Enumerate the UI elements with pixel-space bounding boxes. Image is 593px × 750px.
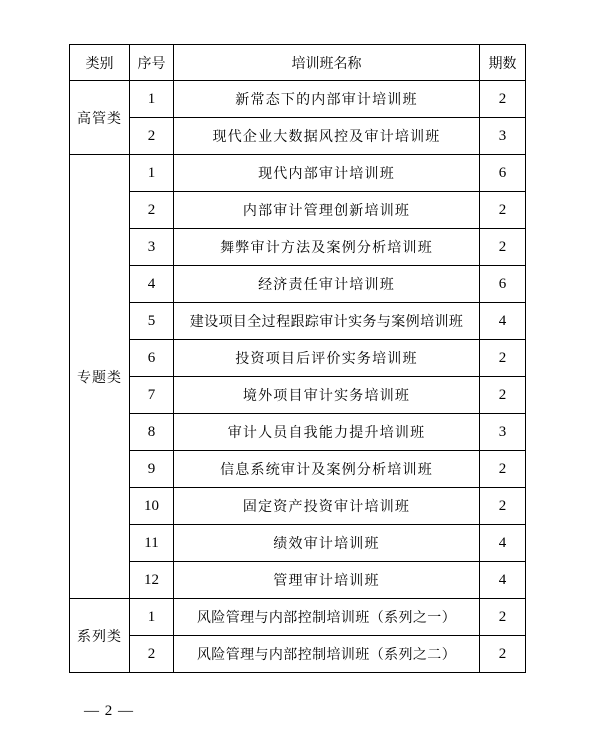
row-number: 8: [130, 414, 174, 451]
table-row: [70, 192, 526, 229]
table-row: [70, 303, 526, 340]
row-number: 2: [130, 118, 174, 155]
table-row: [70, 525, 526, 562]
course-name: 风险管理与内部控制培训班（系列之二）: [174, 636, 480, 673]
header-count: 期数: [480, 45, 526, 81]
course-name: 信息系统审计及案例分析培训班: [174, 451, 480, 488]
course-name: 现代内部审计培训班: [174, 155, 480, 192]
category-cell: 高管类: [70, 81, 130, 155]
course-name: 管理审计培训班: [174, 562, 480, 599]
table-row: [70, 266, 526, 303]
table-row: [70, 118, 526, 155]
row-number: 12: [130, 562, 174, 599]
row-number: 10: [130, 488, 174, 525]
session-count: 6: [480, 266, 526, 303]
session-count: 2: [480, 81, 526, 118]
table-row: [70, 340, 526, 377]
header-category: 类别: [70, 45, 130, 81]
row-number: 9: [130, 451, 174, 488]
course-name: 风险管理与内部控制培训班（系列之一）: [174, 599, 480, 636]
training-course-table: [69, 44, 526, 673]
course-name: 内部审计管理创新培训班: [174, 192, 480, 229]
table-row: [70, 414, 526, 451]
category-cell: 系列类: [70, 599, 130, 673]
course-name: 固定资产投资审计培训班: [174, 488, 480, 525]
row-number: 2: [130, 636, 174, 673]
course-name: 境外项目审计实务培训班: [174, 377, 480, 414]
session-count: 2: [480, 451, 526, 488]
table-row: [70, 81, 526, 118]
row-number: 1: [130, 599, 174, 636]
session-count: 4: [480, 525, 526, 562]
course-name: 舞弊审计方法及案例分析培训班: [174, 229, 480, 266]
course-name: 现代企业大数据风控及审计培训班: [174, 118, 480, 155]
course-name: 绩效审计培训班: [174, 525, 480, 562]
session-count: 2: [480, 377, 526, 414]
row-number: 4: [130, 266, 174, 303]
header-name: 培训班名称: [174, 45, 480, 81]
row-number: 6: [130, 340, 174, 377]
row-number: 2: [130, 192, 174, 229]
row-number: 1: [130, 155, 174, 192]
row-number: 7: [130, 377, 174, 414]
row-number: 1: [130, 81, 174, 118]
table-row: [70, 155, 526, 192]
session-count: 3: [480, 118, 526, 155]
session-count: 6: [480, 155, 526, 192]
session-count: 2: [480, 229, 526, 266]
header-number: 序号: [130, 45, 174, 81]
course-name: 经济责任审计培训班: [174, 266, 480, 303]
table-row: [70, 451, 526, 488]
table-row: [70, 488, 526, 525]
table-row: [70, 636, 526, 673]
row-number: 3: [130, 229, 174, 266]
course-name: 新常态下的内部审计培训班: [174, 81, 480, 118]
row-number: 5: [130, 303, 174, 340]
session-count: 2: [480, 340, 526, 377]
session-count: 2: [480, 488, 526, 525]
session-count: 2: [480, 636, 526, 673]
course-name: 审计人员自我能力提升培训班: [174, 414, 480, 451]
category-cell: 专题类: [70, 155, 130, 599]
table-row: [70, 229, 526, 266]
table-row: [70, 562, 526, 599]
session-count: 3: [480, 414, 526, 451]
table-header-row: [70, 45, 526, 81]
course-name: 建设项目全过程跟踪审计实务与案例培训班: [174, 303, 480, 340]
session-count: 2: [480, 599, 526, 636]
session-count: 2: [480, 192, 526, 229]
page-number: — 2 —: [84, 703, 134, 719]
session-count: 4: [480, 303, 526, 340]
table-row: [70, 599, 526, 636]
session-count: 4: [480, 562, 526, 599]
table-row: [70, 377, 526, 414]
course-name: 投资项目后评价实务培训班: [174, 340, 480, 377]
row-number: 11: [130, 525, 174, 562]
